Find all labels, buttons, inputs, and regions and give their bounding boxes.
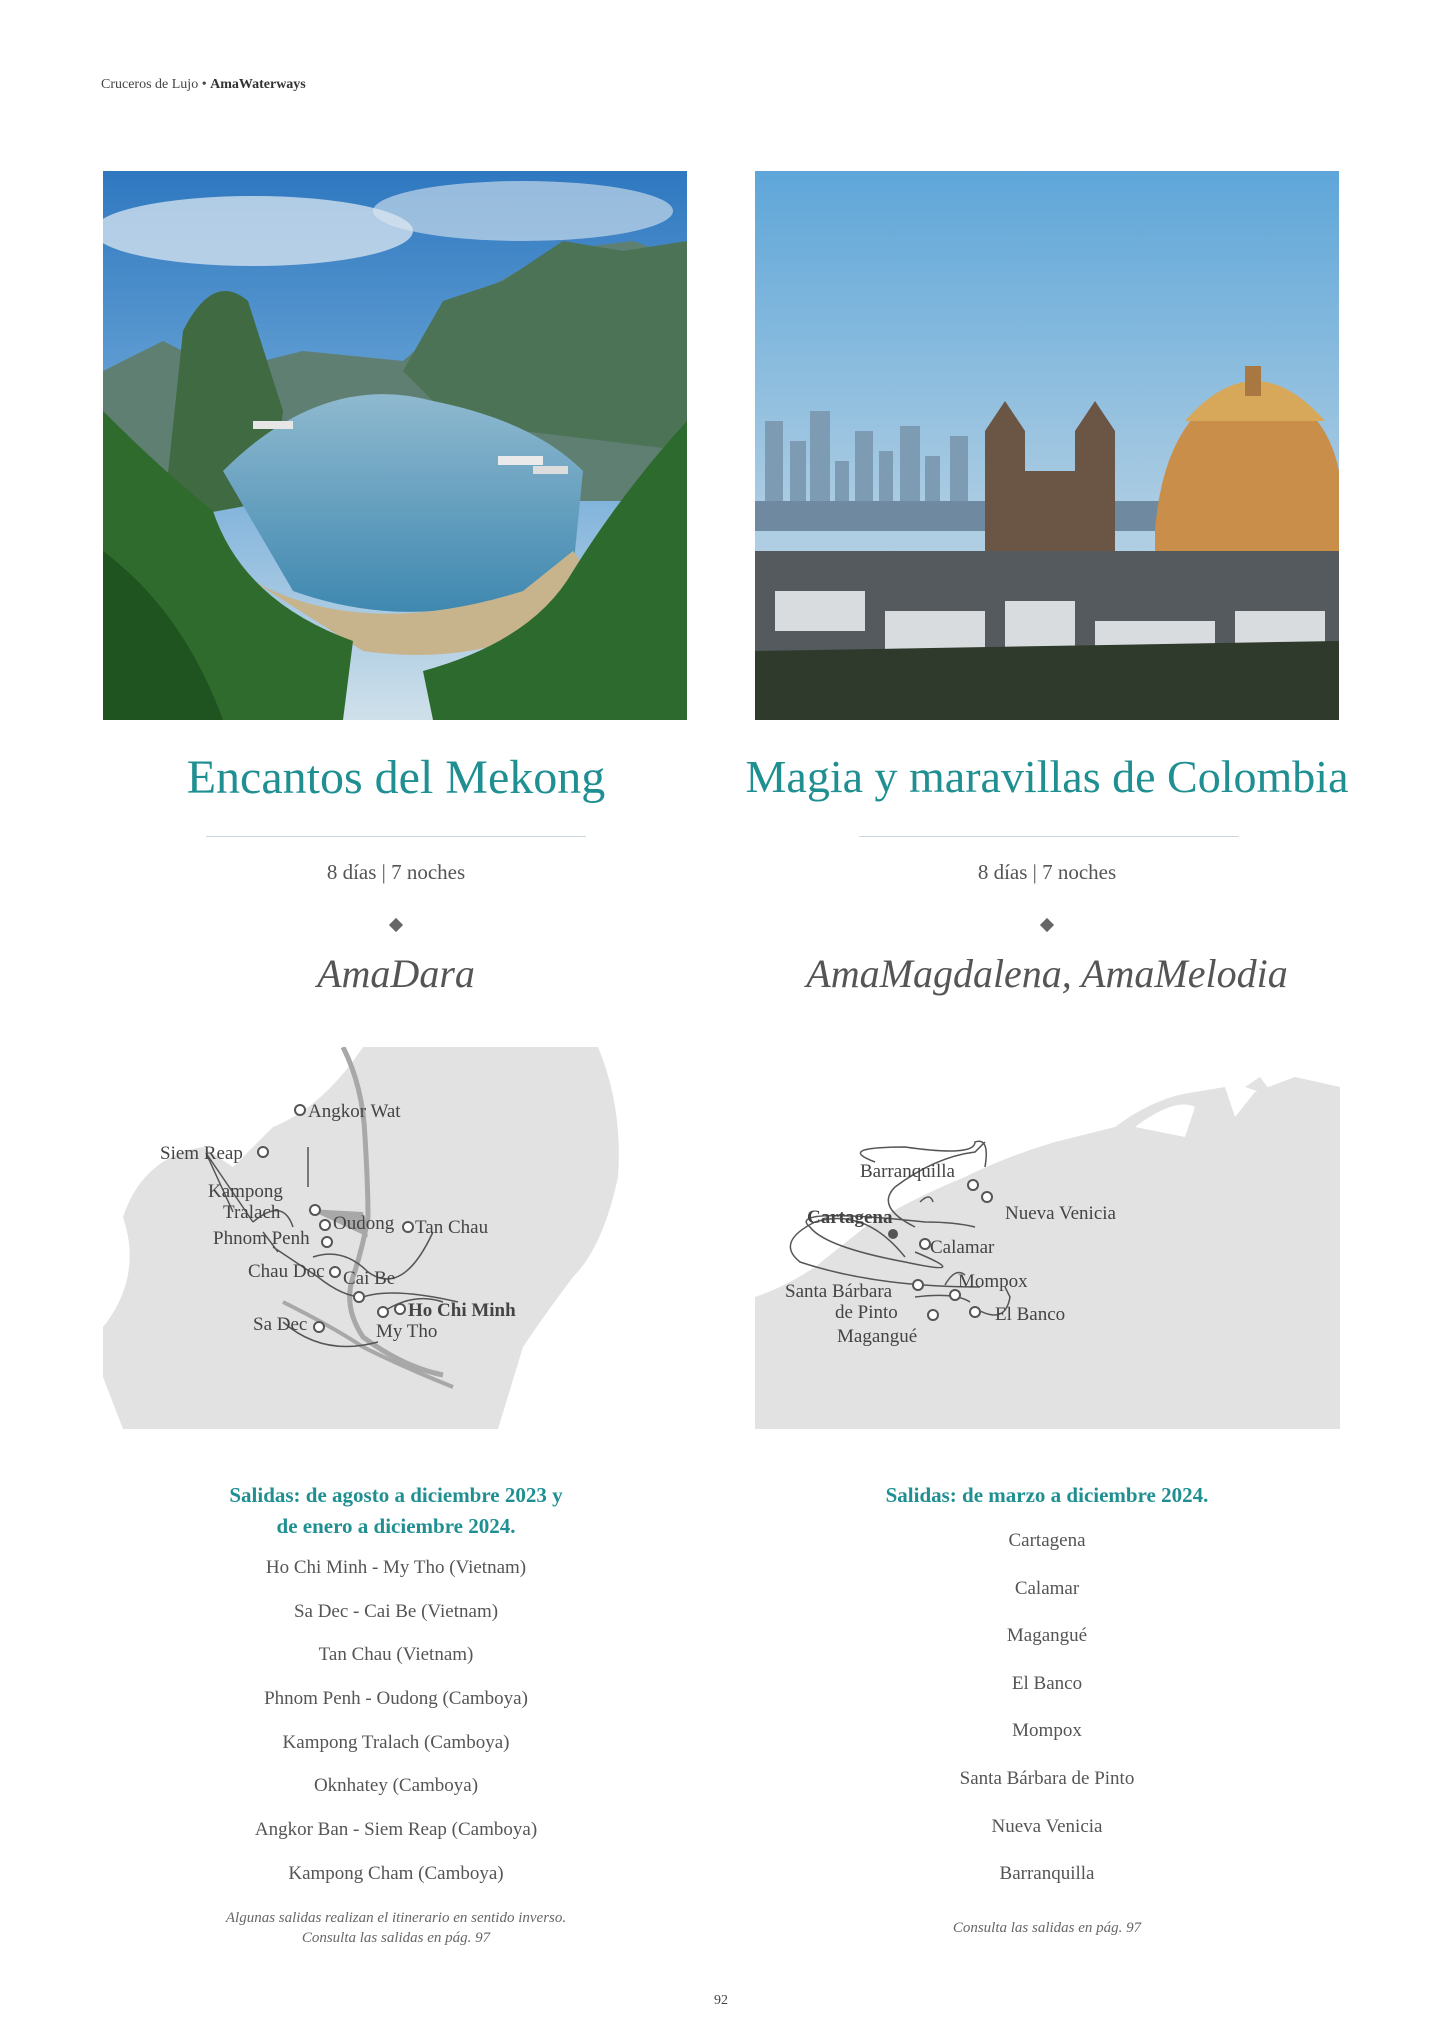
mekong-title: Encantos del Mekong — [186, 751, 606, 804]
diamond-ornament-icon — [389, 918, 403, 932]
itinerary-stop: Barranquilla — [999, 1863, 1095, 1885]
itinerary-stop: Calamar — [1014, 1577, 1080, 1599]
map-label-ho-chi-minh: Ho Chi Minh — [408, 1300, 516, 1321]
map-label-santa-barbara: Santa Bárbara — [785, 1281, 893, 1302]
map-label-cai-be: Cai Be — [343, 1268, 396, 1289]
map-label-mompox: Mompox — [958, 1271, 1028, 1292]
map-label-my-tho: My Tho — [376, 1321, 438, 1342]
map-label-barranquilla: Barranquilla — [860, 1161, 955, 1182]
map-label-angkor-wat: Angkor Wat — [308, 1101, 401, 1122]
map-label-magangue: Magangué — [837, 1326, 918, 1347]
map-label-siem-reap: Siem Reap — [160, 1143, 243, 1164]
itinerary-stop: Angkor Ban - Siem Reap (Camboya) — [254, 1819, 538, 1841]
map-label-de-pinto: de Pinto — [835, 1302, 898, 1323]
colombia-photo — [755, 171, 1339, 720]
itinerary-stop: Sa Dec - Cai Be (Vietnam) — [293, 1600, 499, 1622]
map-label-el-banco: El Banco — [995, 1304, 1066, 1325]
header-brand: AmaWaterways — [210, 77, 306, 92]
mekong-route-map — [103, 1047, 688, 1429]
header-separator: • — [201, 77, 207, 92]
itinerary-stop: Kampong Tralach (Camboya) — [282, 1731, 510, 1753]
map-label-nueva-venicia: Nueva Venicia — [1005, 1203, 1116, 1224]
map-label-tralach: Tralach — [223, 1202, 281, 1223]
map-label-oudong: Oudong — [333, 1213, 395, 1234]
map-label-chau-doc: Chau Doc — [248, 1261, 325, 1282]
map-label-cartagena: Cartagena — [807, 1207, 893, 1228]
map-label-kampong: Kampong — [208, 1181, 283, 1202]
map-label-tan-chau: Tan Chau — [415, 1217, 489, 1238]
mekong-ship: AmaDara — [317, 951, 475, 996]
colombia-note: Consulta las salidas en pág. 97 — [952, 1920, 1142, 1936]
colombia-itinerary-list — [687, 1530, 1407, 1911]
page-header — [101, 77, 306, 93]
mekong-note-line2: Consulta las salidas en pág. 97 — [301, 1930, 491, 1946]
itinerary-stop: Kampong Cham (Camboya) — [288, 1862, 504, 1884]
title-divider — [859, 836, 1239, 837]
page-number: 92 — [714, 1993, 728, 2008]
itinerary-stop: Ho Chi Minh - My Tho (Vietnam) — [265, 1557, 527, 1578]
map-label-calamar: Calamar — [930, 1237, 995, 1258]
colombia-title: Magia y maravillas de Colombia — [745, 751, 1349, 802]
itinerary-stop: Nueva Venicia — [991, 1815, 1103, 1837]
colombia-duration: 8 días | 7 noches — [977, 860, 1117, 884]
mekong-photo — [103, 171, 687, 720]
itinerary-stop: Santa Bárbara de Pinto — [959, 1767, 1135, 1789]
mekong-itinerary-list — [36, 1557, 756, 1907]
colombia-route-map — [755, 1047, 1340, 1429]
header-section: Cruceros de Lujo — [101, 77, 199, 92]
mekong-departures — [36, 1480, 756, 1542]
title-divider — [206, 836, 586, 837]
itinerary-stop: Tan Chau (Vietnam) — [318, 1644, 474, 1666]
colombia-departures: Salidas: de marzo a diciembre 2024. — [885, 1483, 1209, 1507]
itinerary-stop: Phnom Penh - Oudong (Camboya) — [264, 1688, 528, 1710]
mekong-note-line1: Algunas salidas realizan el itinerario en sentido inverso. — [225, 1910, 567, 1926]
mekong-note — [36, 1908, 756, 1948]
map-label-phnom-penh: Phnom Penh — [213, 1228, 310, 1249]
mekong-duration: 8 días | 7 noches — [326, 860, 466, 884]
diamond-ornament-icon — [1040, 918, 1054, 932]
itinerary-stop: El Banco — [1011, 1672, 1083, 1694]
itinerary-stop: Oknhatey (Camboya) — [313, 1775, 479, 1797]
itinerary-stop: Mompox — [1012, 1720, 1082, 1742]
itinerary-stop: Cartagena — [1008, 1530, 1086, 1551]
itinerary-stop: Magangué — [1006, 1625, 1088, 1647]
mekong-departures-line2: de enero a diciembre 2024. — [276, 1514, 516, 1538]
mekong-departures-line1: Salidas: de agosto a diciembre 2023 y — [229, 1483, 563, 1507]
colombia-ship: AmaMagdalena, AmaMelodia — [806, 951, 1288, 996]
map-label-sa-dec: Sa Dec — [253, 1314, 308, 1335]
